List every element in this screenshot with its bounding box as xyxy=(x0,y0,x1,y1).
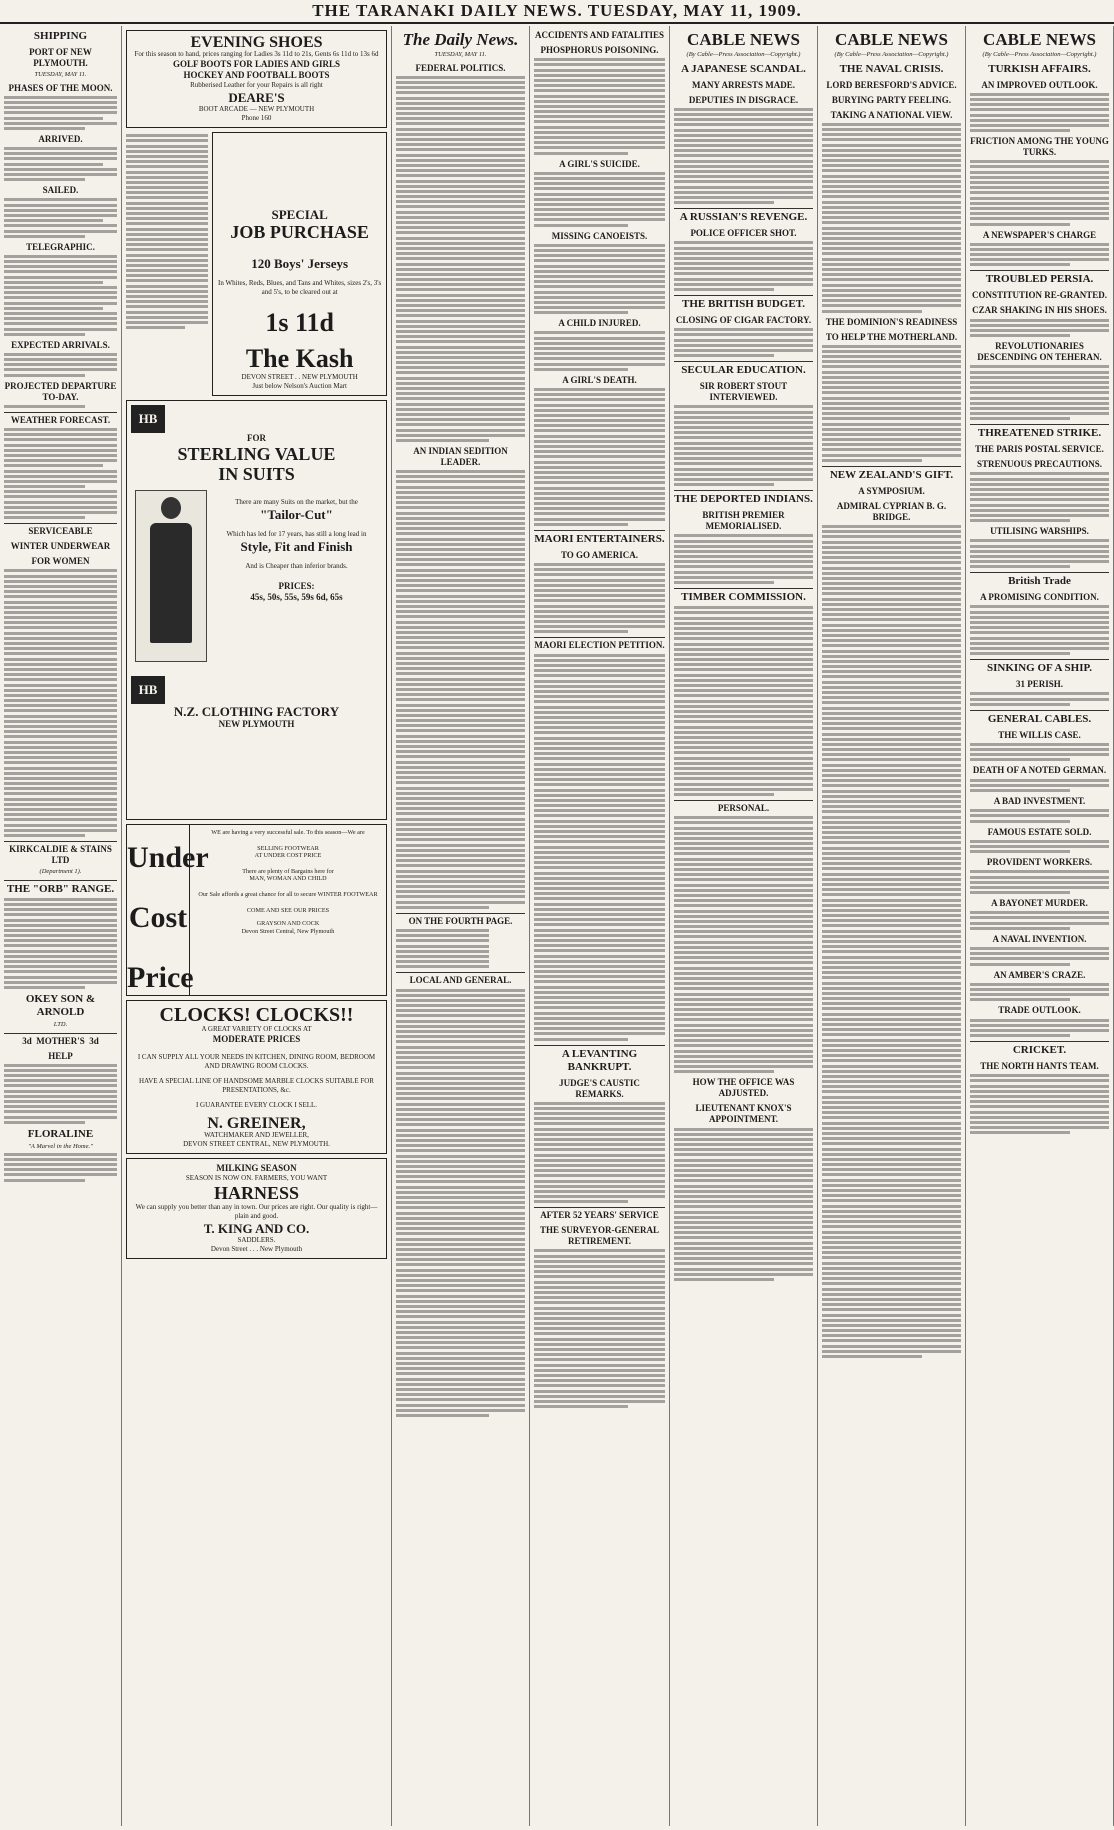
cheaper: And is Cheaper than inferior brands. xyxy=(245,562,348,570)
evening-title: EVENING SHOES xyxy=(190,34,323,51)
ad-okey: OKEY SON & ARNOLD xyxy=(25,992,96,1018)
heading-admiral: ADMIRAL CYPRIAN B. G. BRIDGE. xyxy=(836,500,947,522)
heading-revolutionaries: REVOLUTIONARIES DESCENDING ON TEHERAN. xyxy=(977,341,1102,363)
heading-help-motherland: TO HELP THE MOTHERLAND. xyxy=(825,331,958,342)
heading-cable-news-3: CABLE NEWS xyxy=(983,30,1096,49)
heading-accidents: ACCIDENTS AND FATALITIES xyxy=(534,30,665,40)
ad-underwear-3: FOR WOMEN xyxy=(31,556,90,567)
ad-harness xyxy=(126,1158,387,1259)
heading-beresford: LORD BERESFORD'S ADVICE. xyxy=(826,79,957,90)
heading-burying: BURYING PARTY FEELING. xyxy=(831,94,952,105)
heading-bad-investment: A BAD INVESTMENT. xyxy=(993,796,1086,807)
heading-deported: THE DEPORTED INDIANS. xyxy=(674,490,813,506)
heading-sinking: SINKING OF A SHIP. xyxy=(970,659,1109,675)
heading-nz-gift: NEW ZEALAND'S GIFT. xyxy=(822,466,961,482)
heading-postal: THE PARIS POSTAL SERVICE. xyxy=(975,444,1104,455)
in-suits: IN SUITS xyxy=(218,464,295,484)
heading-cable-news-2: CABLE NEWS xyxy=(835,30,948,49)
heading-maori-election: MAORI ELECTION PETITION. xyxy=(534,637,665,651)
heading-telegraphic: TELEGRAPHIC. xyxy=(26,241,95,252)
supply-harness: We can supply you better than any in town. Our prices are right. Our quality is right—plain and good. xyxy=(135,1203,378,1220)
jerseys: 120 Boys' Jerseys xyxy=(251,256,349,271)
devon-st: Devon Street Central, New Plymouth xyxy=(241,927,335,935)
rubber-line: Rubberised Leather for your Repairs is all right xyxy=(190,81,323,89)
editorial-date: TUESDAY, MAY 11. xyxy=(434,51,487,58)
heading-surveyor: THE SURVEYOR-GENERAL RETIREMENT. xyxy=(540,1225,659,1247)
heading-provident: PROVIDENT WORKERS. xyxy=(986,857,1093,868)
help-label: HELP xyxy=(48,1050,73,1061)
heading-federal: FEDERAL POLITICS. xyxy=(415,62,506,73)
watchmaker: WATCHMAKER AND JEWELLER, xyxy=(204,1131,309,1139)
heading-caustic: JUDGE'S CAUSTIC REMARKS. xyxy=(559,1077,640,1099)
clocks-marble: HAVE A SPECIAL LINE OF HANDSOME MARBLE CLOCKS SUITABLE FOR PRESENTATIONS, &c. xyxy=(139,1077,374,1094)
heading-sailed: SAILED. xyxy=(42,185,79,196)
special-label: SPECIAL xyxy=(271,207,328,222)
column-advertisements xyxy=(122,26,392,1826)
heading-taking: TAKING A NATIONAL VIEW. xyxy=(830,109,953,120)
heading-secular: SECULAR EDUCATION. xyxy=(674,361,813,377)
selling-footwear: SELLING FOOTWEAR xyxy=(257,844,319,852)
heading-memorial: BRITISH PREMIER MEMORIALISED. xyxy=(702,510,785,532)
heading-local-general: LOCAL AND GENERAL. xyxy=(396,972,525,986)
clocks-moderate: MODERATE PRICES xyxy=(212,1034,301,1044)
greiner: N. GREINER, xyxy=(207,1115,306,1132)
heading-service: AFTER 52 YEARS' SERVICE xyxy=(534,1207,665,1221)
sterling-value: STERLING VALUE xyxy=(177,444,336,464)
we-are: WE are having a very successful sale. To this season—We are xyxy=(211,829,365,836)
hb-logo: HB xyxy=(131,405,165,433)
heading-cricket: CRICKET. xyxy=(970,1041,1109,1057)
heading-stout: SIR ROBERT STOUT INTERVIEWED. xyxy=(699,381,788,403)
heading-arrests: MANY ARRESTS MADE. xyxy=(692,79,795,90)
heading-indian: AN INDIAN SEDITION LEADER. xyxy=(413,445,508,467)
heading-canoeists: MISSING CANOEISTS. xyxy=(551,230,648,241)
for-label: FOR xyxy=(247,433,266,443)
heading-general-cables: GENERAL CABLES. xyxy=(970,710,1109,726)
jersey-price: 1s 11d xyxy=(265,308,334,337)
man-illustration xyxy=(135,490,207,662)
ad-sterling-suits xyxy=(126,400,387,820)
heading-navy-office: HOW THE OFFICE WAS ADJUSTED. xyxy=(692,1077,795,1099)
heading-strike: THREATENED STRIKE. xyxy=(970,424,1109,440)
clocks-variety: A GREAT VARIETY OF CLOCKS AT xyxy=(201,1025,312,1033)
jersey-desc: In Whites, Reds, Blues, and Tans and Whites, sizes 2's, 3's and 5's, to be cleared out at xyxy=(218,279,382,296)
heading-girl-suicide: A GIRL'S SUICIDE. xyxy=(559,158,640,169)
heading-warships: UTILISING WARSHIPS. xyxy=(990,526,1089,537)
clocks-guarantee: I GUARANTEE EVERY CLOCK I SELL. xyxy=(195,1101,318,1109)
golf-line: GOLF BOOTS FOR LADIES AND GIRLS xyxy=(173,59,340,69)
now-on: SEASON IS NOW ON. FARMERS, YOU WANT xyxy=(185,1174,328,1182)
heading-naval-invention: A NAVAL INVENTION. xyxy=(992,933,1087,944)
king-co: T. KING AND CO. xyxy=(203,1221,310,1236)
heading-perish: 31 PERISH. xyxy=(1015,679,1063,690)
ad-underwear-1: SERVICEABLE xyxy=(4,523,117,537)
heading-shipping: SHIPPING xyxy=(33,30,88,42)
deare-name: DEARE'S xyxy=(228,90,285,105)
heading-to-america: TO GO AMERICA. xyxy=(560,549,639,560)
harness: HARNESS xyxy=(213,1183,300,1203)
kash-name: The Kash xyxy=(245,344,354,373)
phone: Phone 160 xyxy=(241,114,272,122)
heading-willis: THE WILLIS CASE. xyxy=(998,729,1081,740)
evening-sub: For this season to hand, prices ranging for Ladies 3s 11d to 21s, Gents 6s 11d to 13s 6d xyxy=(134,50,379,58)
editorial-body xyxy=(396,76,525,1826)
cost-word: Cost xyxy=(128,901,188,934)
ad-job-purchase xyxy=(212,132,387,396)
ad-clocks xyxy=(126,1000,387,1154)
heading-symposium: A SYMPOSIUM. xyxy=(858,485,925,496)
grayson-cock: GRAYSON AND COCK xyxy=(256,920,320,928)
kash-near: Just below Nelson's Auction Mart xyxy=(252,382,347,390)
under-word: Under xyxy=(127,841,209,874)
heading-phosphorus: PHOSPHORUS POISONING. xyxy=(540,45,659,55)
boot-arcade: BOOT ARCADE — NEW PLYMOUTH xyxy=(198,105,315,113)
tailor-cut: "Tailor-Cut" xyxy=(260,507,333,522)
column-editorial xyxy=(392,26,530,1826)
ad-floraline: FLORALINE xyxy=(27,1127,94,1140)
clocks-supply: I CAN SUPPLY ALL YOUR NEEDS IN KITCHEN, DINING ROOM, BEDROOM AND DRAWING ROOM CLOCKS. xyxy=(137,1053,376,1070)
milking: MILKING SEASON xyxy=(216,1163,297,1173)
shipping-date: TUESDAY, MAY 11. xyxy=(34,71,87,78)
price-list: 45s, 50s, 55s, 59s 6d, 65s xyxy=(250,592,343,602)
heading-strenuous: STRENUOUS PRECAUTIONS. xyxy=(976,459,1103,470)
heading-trade-outlook: TRADE OUTLOOK. xyxy=(998,1005,1081,1016)
column-cable-3 xyxy=(966,26,1114,1826)
ad-kirkcaldie: KIRKCALDIE & STAINS LTD xyxy=(4,841,117,866)
bargains: There are plenty of Bargains here for xyxy=(242,867,334,875)
editorial-title: The Daily News. xyxy=(402,30,519,49)
hockey-line: HOCKEY AND FOOTBALL BOOTS xyxy=(183,70,330,80)
heading-improved: AN IMPROVED OUTLOOK. xyxy=(981,79,1098,90)
ad-underwear-2: WINTER UNDERWEAR xyxy=(10,541,111,552)
heading-naval-crisis: THE NAVAL CRISIS. xyxy=(839,62,944,75)
heading-friction: FRICTION AMONG THE YOUNG TURKS. xyxy=(970,136,1109,158)
ad-evening-shoes xyxy=(126,30,387,128)
heading-famous-estate: FAMOUS ESTATE SOLD. xyxy=(987,826,1092,837)
heading-timber: TIMBER COMMISSION. xyxy=(674,588,813,604)
price-word: Price xyxy=(127,961,194,994)
which-led: Which has led for 17 years, has still a long lead in xyxy=(226,530,367,538)
heading-child-injured: A CHILD INJURED. xyxy=(558,318,641,329)
man-woman-child: MAN, WOMAN AND CHILD xyxy=(249,875,327,883)
cable-credit-3: (By Cable—Press Association—Copyright.) xyxy=(982,51,1097,58)
kash-addr: DEVON STREET . . NEW PLYMOUTH xyxy=(241,373,358,381)
under-cost-price: AT UNDER COST PRICE xyxy=(254,852,322,860)
heading-expected: EXPECTED ARRIVALS. xyxy=(11,339,110,350)
column-cable-2 xyxy=(818,26,966,1826)
heading-personal: PERSONAL. xyxy=(674,800,813,814)
ad-okey-sub: LTD. xyxy=(53,1020,68,1028)
hb-logo-2: HB xyxy=(131,676,165,704)
heading-constitution: CONSTITUTION RE-GRANTED. xyxy=(971,290,1108,301)
heading-bankrupt: A LEVANTING BANKRUPT. xyxy=(534,1045,665,1074)
prices-label: PRICES: xyxy=(278,581,315,591)
heading-disgrace: DEPUTIES IN DISGRACE. xyxy=(688,94,799,105)
column-accidents xyxy=(530,26,670,1826)
heading-weather: WEATHER FORECAST. xyxy=(4,412,117,426)
ad-orb-range: THE "ORB" RANGE. xyxy=(4,880,117,896)
heading-girls-death: A GIRL'S DEATH. xyxy=(562,374,637,385)
greiner-addr: DEVON STREET CENTRAL, NEW PLYMOUTH. xyxy=(183,1140,330,1148)
cable-credit-2: (By Cable—Press Association—Copyright.) xyxy=(834,51,949,58)
heading-port: PORT OF NEW PLYMOUTH. xyxy=(29,47,92,68)
column-shipping xyxy=(0,26,122,1826)
ad-kirkcaldie-sub: (Department 1). xyxy=(39,867,82,875)
saddlers: SADDLERS. xyxy=(237,1236,276,1244)
heading-russian: A RUSSIAN'S REVENGE. xyxy=(674,208,813,224)
heading-cable-news-1: CABLE NEWS xyxy=(687,30,800,49)
nz-np: NEW PLYMOUTH xyxy=(218,719,295,729)
heading-maori-entertainers: MAORI ENTERTAINERS. xyxy=(534,530,665,546)
no-better: There are many Suits on the market, but the xyxy=(235,498,358,506)
column-cable-1 xyxy=(670,26,818,1826)
ad-under-cost xyxy=(126,824,387,996)
heading-projected: PROJECTED DEPARTURE TO-DAY. xyxy=(4,380,117,402)
masthead: THE TARANAKI DAILY NEWS. TUESDAY, MAY 11, 1909. xyxy=(0,0,1114,24)
nz-clothing: N.Z. CLOTHING FACTORY xyxy=(173,704,340,719)
clocks-title: CLOCKS! CLOCKS!! xyxy=(159,1004,354,1026)
winter-footwear: Our Sale affords a great chance for all to secure WINTER FOOTWEAR xyxy=(198,890,378,898)
mothers-label: MOTHER'S xyxy=(36,1035,85,1046)
come-see: COME AND SEE OUR PRICES xyxy=(246,906,330,914)
heading-promising: A PROMISING CONDITION. xyxy=(980,592,1099,603)
heading-budget: THE BRITISH BUDGET. xyxy=(674,295,813,311)
heading-turkish: TURKISH AFFAIRS. xyxy=(988,62,1091,75)
heading-persia: TROUBLED PERSIA. xyxy=(970,270,1109,286)
heading-czar: CZAR SHAKING IN HIS SHOES. xyxy=(972,305,1107,316)
style-fit: Style, Fit and Finish xyxy=(240,539,353,554)
heading-newspaper-charge: A NEWSPAPER'S CHARGE xyxy=(982,229,1097,240)
heading-amber: AN AMBER'S CRAZE. xyxy=(993,969,1086,980)
heading-japanese: A JAPANESE SCANDAL. xyxy=(681,62,806,75)
cable-credit-1: (By Cable—Press Association—Copyright.) xyxy=(686,51,801,58)
heading-police: POLICE OFFICER SHOT. xyxy=(690,228,797,239)
heading-british-trade: British Trade xyxy=(970,572,1109,588)
heading-arrived: ARRIVED. xyxy=(38,133,83,144)
heading-noted-german: DEATH OF A NOTED GERMAN. xyxy=(972,765,1107,776)
price-left: 3d xyxy=(22,1035,32,1046)
job-purchase: JOB PURCHASE xyxy=(230,222,369,242)
heading-dominion-readiness: THE DOMINION'S READINESS xyxy=(825,316,958,327)
heading-fourth-page: ON THE FOURTH PAGE. xyxy=(396,913,525,927)
heading-knox: LIEUTENANT KNOX'S APPOINTMENT. xyxy=(695,1103,792,1125)
heading-hants: THE NORTH HANTS TEAM. xyxy=(980,1061,1099,1072)
heading-bayonet: A BAYONET MURDER. xyxy=(991,898,1088,909)
ad-floraline-sub: "A Marvel in the Home." xyxy=(28,1142,93,1150)
ad-mothers-help xyxy=(4,1033,117,1047)
king-addr: Devon Street . . . New Plymouth xyxy=(210,1245,303,1253)
price-right: 3d xyxy=(89,1035,99,1046)
heading-moon-phases: PHASES OF THE MOON. xyxy=(8,82,113,93)
ad-filler-left xyxy=(126,132,208,396)
heading-cigar: CLOSING OF CIGAR FACTORY. xyxy=(675,315,812,326)
